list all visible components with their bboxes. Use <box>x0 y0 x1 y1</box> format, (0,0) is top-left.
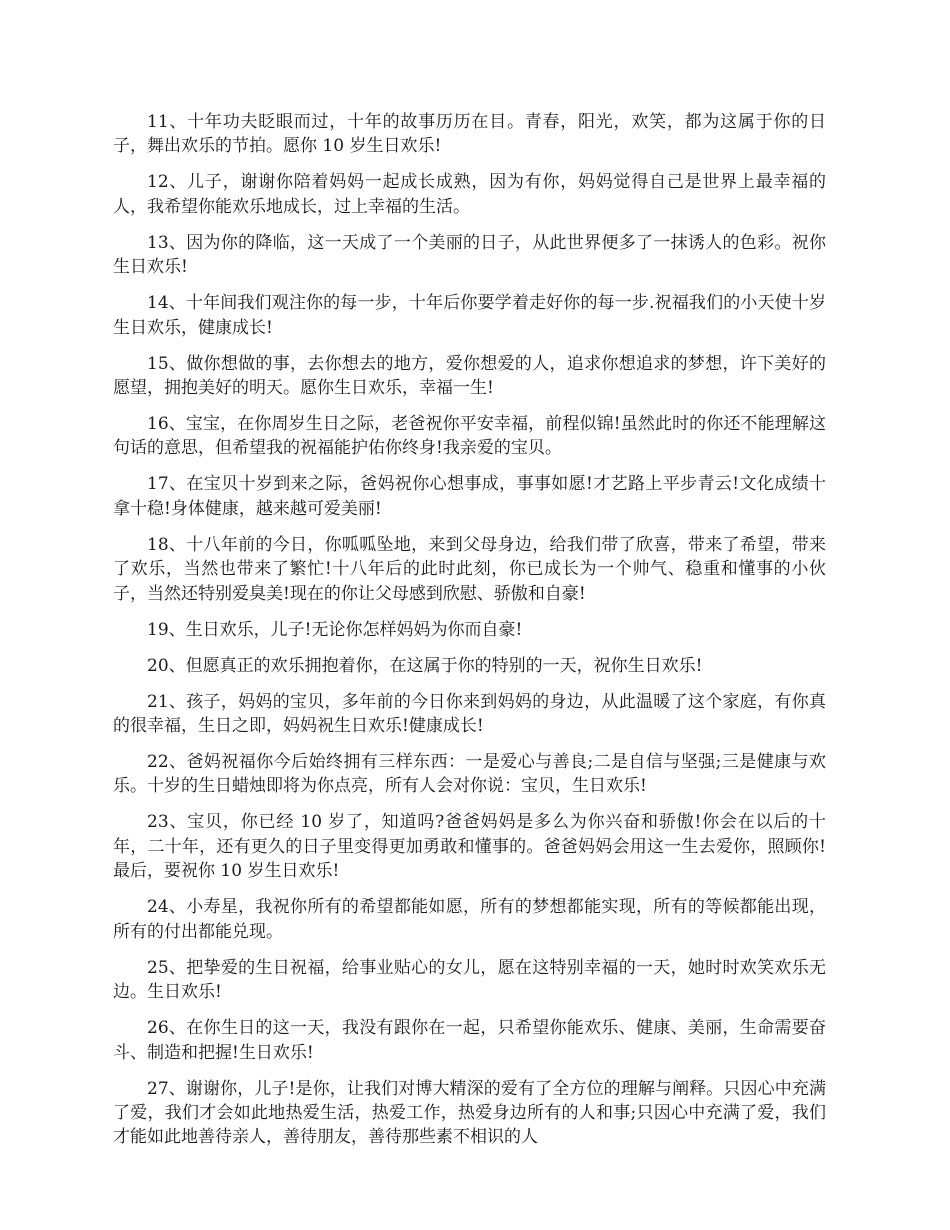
paragraph-23: 23、宝贝，你已经 10 岁了，知道吗?爸爸妈妈是多么为你兴奋和骄傲!你会在以后的十年，二十年，还有更久的日子里变得更加勇敢和懂事的。爸爸妈妈会用这一生去爱你，照顾你!最后，要祝你 10 岁生日欢乐! <box>113 812 826 882</box>
paragraph-26: 26、在你生日的这一天，我没有跟你在一起，只希望你能欢乐、健康、美丽，生命需要奋斗、制造和把握!生日欢乐! <box>113 1018 826 1063</box>
paragraph-11: 11、十年功夫眨眼而过，十年的故事历历在目。青春，阳光，欢笑，都为这属于你的日子，舞出欢乐的节拍。愿你 10 岁生日欢乐! <box>113 112 826 157</box>
paragraph-14: 14、十年间我们观注你的每一步，十年后你要学着走好你的每一步.祝福我们的小天使十岁生日欢乐，健康成长! <box>113 293 826 338</box>
paragraph-12: 12、儿子，谢谢你陪着妈妈一起成长成熟，因为有你，妈妈觉得自己是世界上最幸福的人，我希望你能欢乐地成长，过上幸福的生活。 <box>113 172 826 217</box>
paragraph-15: 15、做你想做的事，去你想去的地方，爱你想爱的人，追求你想追求的梦想，许下美好的愿望，拥抱美好的明天。愿你生日欢乐，幸福一生! <box>113 353 826 399</box>
document-body <box>113 110 826 1161</box>
paragraph-18: 18、十八年前的今日，你呱呱坠地，来到父母身边，给我们带了欣喜，带来了希望，带来了欢乐，当然也带来了繁忙!十八年后的此时此刻，你已成长为一个帅气、稳重和懂事的小伙子，当然还特别爱臭美!现在的你让父母感到欣慰、骄傲和自豪! <box>113 534 826 604</box>
paragraph-13: 13、因为你的降临，这一天成了一个美丽的日子，从此世界便多了一抹诱人的色彩。祝你生日欢乐! <box>113 232 826 278</box>
paragraph-16: 16、宝宝，在你周岁生日之际，老爸祝你平安幸福，前程似锦!虽然此时的你还不能理解这句话的意思，但希望我的祝福能护佑你终身!我亲爱的宝贝。 <box>113 414 826 459</box>
paragraph-20: 20、但愿真正的欢乐拥抱着你，在这属于你的特别的一天，祝你生日欢乐! <box>147 655 703 676</box>
paragraph-27: 27、谢谢你，儿子!是你，让我们对博大精深的爱有了全方位的理解与阐释。只因心中充满了爱，我们才会如此地热爱生活，热爱工作，热爱身边所有的人和事;只因心中充满了爱，我们才能如此地善待亲人，善待朋友，善待那些素不相识的人 <box>113 1078 826 1148</box>
paragraph-19: 19、生日欢乐，儿子!无论你怎样妈妈为你而自豪! <box>147 619 523 640</box>
paragraph-24: 24、小寿星，我祝你所有的希望都能如愿，所有的梦想都能实现，所有的等候都能出现，所有的付出都能兑现。 <box>113 897 826 942</box>
paragraph-22: 22、爸妈祝福你今后始终拥有三样东西：一是爱心与善良;二是自信与坚强;三是健康与欢乐。十岁的生日蜡烛即将为你点亮，所有人会对你说：宝贝，生日欢乐! <box>113 752 826 797</box>
paragraph-17: 17、在宝贝十岁到来之际，爸妈祝你心想事成，事事如愿!才艺路上平步青云!文化成绩十拿十稳!身体健康，越来越可爱美丽! <box>113 474 826 519</box>
paragraph-25: 25、把挚爱的生日祝福，给事业贴心的女儿，愿在这特别幸福的一天，她时时欢笑欢乐无边。生日欢乐! <box>113 957 826 1003</box>
paragraph-21: 21、孩子，妈妈的宝贝，多年前的今日你来到妈妈的身边，从此温暖了这个家庭，有你真的很幸福，生日之即，妈妈祝生日欢乐!健康成长! <box>113 691 826 737</box>
